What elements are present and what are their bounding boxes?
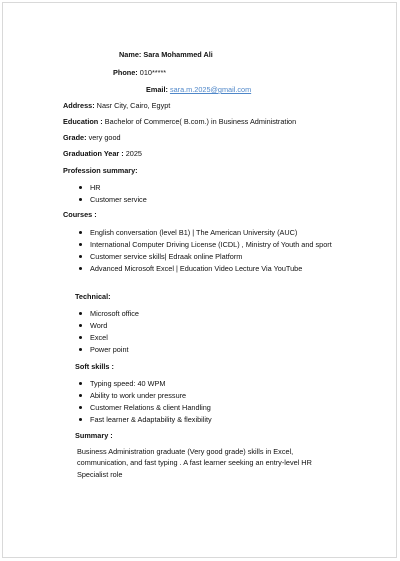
courses-list [77, 228, 340, 276]
email-link[interactable]: sara.m.2025@gmail.com [169, 85, 252, 94]
name-label: Name: [119, 50, 142, 59]
list-item: HR [77, 183, 147, 192]
graduation-label: Graduation Year : [63, 149, 124, 158]
list-item: Word [77, 321, 139, 330]
email-label: Email: [146, 85, 168, 94]
list-item: International Computer Driving License (ICDL) , Ministry of Youth and sport [77, 240, 340, 249]
grade-value: very good [88, 133, 121, 142]
list-item: English conversation (level B1) | The American University (AUC) [77, 228, 340, 237]
profession-summary-heading: Profession summary: [63, 166, 138, 175]
courses-heading: Courses : [63, 210, 97, 219]
list-item: Customer service [77, 195, 147, 204]
profession-summary-list [77, 183, 147, 207]
grade-line [63, 133, 121, 142]
list-item: Ability to work under pressure [77, 391, 212, 400]
list-item: Power point [77, 345, 139, 354]
list-item: Typing speed: 40 WPM [77, 379, 212, 388]
list-item: Customer Relations & client Handling [77, 403, 212, 412]
education-label: Education : [63, 117, 103, 126]
document-page [2, 2, 397, 558]
list-item: Excel [77, 333, 139, 342]
education-line [63, 117, 296, 126]
technical-heading: Technical: [75, 292, 111, 301]
name-value: Sara Mohammed Ali [143, 50, 213, 59]
soft-skills-list [77, 379, 212, 427]
graduation-line [63, 149, 142, 158]
list-item: Microsoft office [77, 309, 139, 318]
summary-paragraph: Business Administration graduate (Very good grade) skills in Excel, communication, and fast typing . A fast learner seeking an entry-level HR Specialist role [77, 447, 312, 479]
address-label: Address: [63, 101, 95, 110]
address-value: Nasr City, Cairo, Egypt [96, 101, 171, 110]
name-line [119, 50, 213, 59]
summary-heading: Summary : [75, 431, 113, 440]
phone-value: 010***** [139, 68, 167, 77]
education-value: Bachelor of Commerce( B.com.) in Business Administration [104, 117, 297, 126]
list-item: Customer service skills| Edraak online Platform [77, 252, 340, 261]
technical-list [77, 309, 139, 357]
phone-line [113, 68, 166, 77]
phone-label: Phone: [113, 68, 138, 77]
grade-label: Grade: [63, 133, 87, 142]
list-item: Advanced Microsoft Excel | Education Video Lecture Via YouTube [77, 264, 340, 273]
graduation-value: 2025 [125, 149, 142, 158]
list-item: Fast learner & Adaptability & flexibility [77, 415, 212, 424]
email-line [146, 85, 251, 94]
soft-skills-heading: Soft skills : [75, 362, 114, 371]
address-line [63, 101, 170, 110]
